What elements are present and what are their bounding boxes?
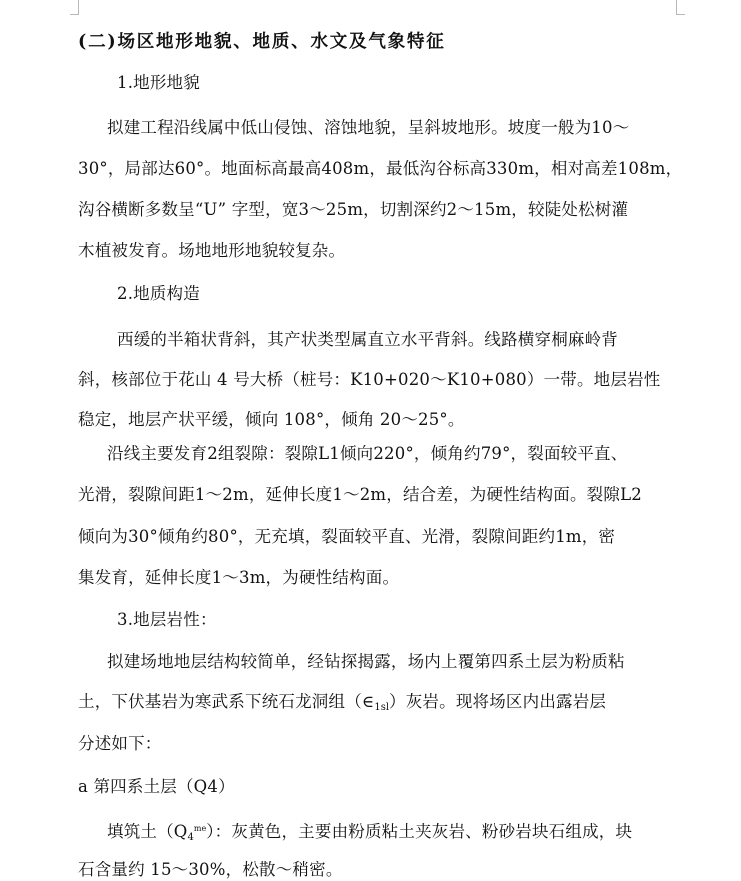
paragraph-line: 稳定，地层产状平缓，倾向 108°，倾角 20～25°。 xyxy=(78,410,465,429)
paragraph-line-fill-soil xyxy=(107,818,632,849)
paragraph-line: 西缓的半箱状背斜，其产状类型属直立水平背斜。线路横穿桐麻岭背 xyxy=(117,330,618,349)
subsection-title-strata: 3.地层岩性： xyxy=(117,610,217,629)
paragraph-line: 倾向为30°倾角约80°，无充填，裂面较平直、光滑，裂隙间距约1m，密 xyxy=(78,527,616,546)
paragraph-line: 集发育，延伸长度1～3m，为硬性结构面。 xyxy=(78,568,400,587)
paragraph-line-formation xyxy=(78,691,606,719)
paragraph-line: 光滑，裂隙间距1～2m，延伸长度1～2m，结合差，为硬性结构面。裂隙L2 xyxy=(78,485,642,504)
paragraph-line: 斜，核部位于花山 4 号大桥（桩号：K10+020～K10+080）一带。地层岩性 xyxy=(78,370,661,389)
subsection-title-geology: 2.地质构造 xyxy=(117,284,200,303)
page-corner-mark-right xyxy=(676,0,685,15)
paragraph-line: 拟建工程沿线属中低山侵蚀、溶蚀地貌，呈斜坡地形。坡度一般为10～ xyxy=(107,118,630,137)
page-corner-mark-left xyxy=(70,0,79,15)
fill-soil-text-end: ）：灰黄色，主要由粉质粘土夹灰岩、粉砂岩块石组成，块 xyxy=(206,822,633,841)
paragraph-line: 石含量约 15～30%，松散～稍密。 xyxy=(78,860,343,879)
paragraph-line: 30°，局部达60°。地面标高最高408m，最低沟谷标高330m，相对高差108m， xyxy=(78,159,683,178)
formation-text-end: ）灰岩。现将场区内出露岩层 xyxy=(389,692,607,711)
paragraph-line: 木植被发育。场地地形地貌较复杂。 xyxy=(78,241,346,260)
layer-title-quaternary: a 第四系土层（Q4） xyxy=(78,777,235,796)
formation-text-start: 土，下伏基岩为寒武系下统石龙洞组（∈ xyxy=(78,692,375,711)
fill-soil-text-start: 填筑土（Q xyxy=(107,822,188,841)
paragraph-line: 分述如下： xyxy=(78,734,162,753)
subsection-title-terrain: 1.地形地貌 xyxy=(117,73,200,92)
formation-subscript: 1sl xyxy=(374,702,390,713)
paragraph-line: 拟建场地地层结构较简单，经钻探揭露，场内上覆第四系土层为粉质粘 xyxy=(107,652,625,671)
paragraph-line: 沟谷横断多数呈“U” 字型，宽3～25m，切割深约2～15m，较陡处松树灌 xyxy=(78,200,629,219)
fill-soil-subscript: 4 xyxy=(187,832,194,843)
paragraph-line: 沿线主要发育2组裂隙：裂隙L1倾向220°，倾角约79°，裂面较平直、 xyxy=(107,444,628,463)
section-heading: (二)场区地形地貌、地质、水文及气象特征 xyxy=(78,32,446,52)
fill-soil-superscript: me xyxy=(193,824,207,833)
